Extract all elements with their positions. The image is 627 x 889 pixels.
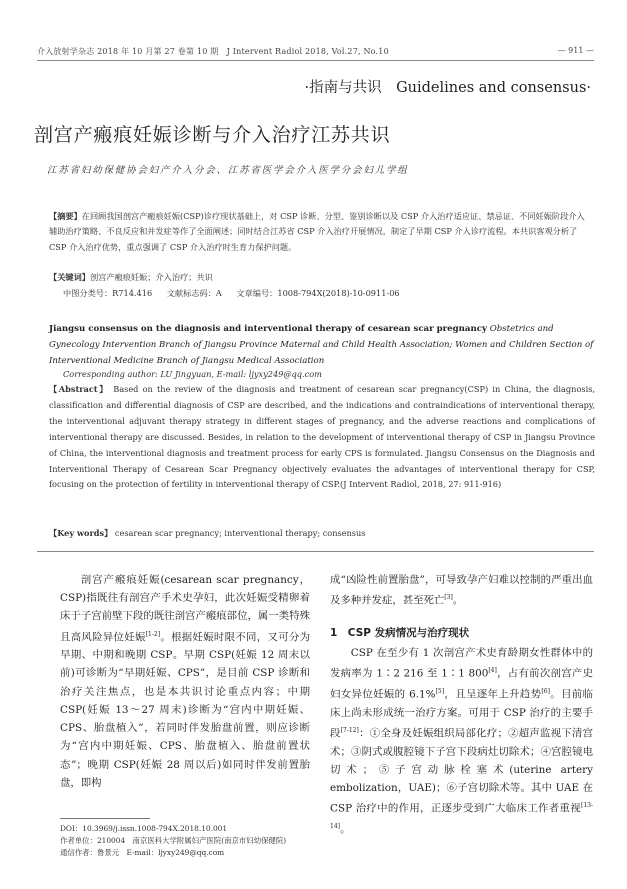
body-column-left	[60, 571, 310, 792]
english-abstract	[49, 382, 595, 493]
english-title: Jiangsu consensus on the diagnosis and interventional therapy of cesarean scar pregnancy	[49, 324, 487, 334]
corresponding-author: 通信作者：鲁景元 E-mail：ljyxy249@qq.com	[60, 848, 225, 857]
english-title-block	[49, 321, 595, 369]
article-title: 剖宫产瘢痕妊娠诊断与介入治疗江苏共识	[34, 124, 391, 146]
body-paragraph: 剖宫产瘢痕妊娠(cesarean scar pregnancy，CSP)指既往有剖宫产手术史孕妇，此次妊娠受精卵着床于子宫前壁下段的既往剖宫产瘢痕部位，属一类特殊且高风险异位妊娠[1-2]。根据妊娠时限不同，又可分为早期、中期和晚期 CSP。早期 CSP(妊娠 12 周末以前)可诊断为“早期妊娠、CPS”，是目前 CSP 诊断和治疗关注焦点，也是本共识讨论重点内容；中期 CSP(妊娠 13～27 周末)诊断为“宫内中期妊娠、CPS、胎盘植入”，若同时伴发胎盘前置，则应诊断为“宫内中期妊娠、CPS、胎盘植入、胎盘前置状态”；晚期 CSP(妊娠 28 周以后)如同时伴发前置胎盘，即构	[60, 574, 311, 789]
keywords-zh-text: 剖宫产瘢痕妊娠；介入治疗；共识	[89, 272, 213, 282]
author-groups: 江苏省妇幼保健协会妇产介入分会、江苏省医学会介入医学分会妇儿学组	[47, 165, 409, 176]
footnote	[60, 823, 310, 859]
abstract-rule	[37, 551, 594, 552]
document-code: 文献标志码：A	[166, 288, 222, 298]
section-heading: 1 CSP 发病情况与治疗现状	[330, 626, 470, 639]
citation: [5]	[435, 687, 445, 695]
body-column-right	[330, 571, 593, 838]
citation: [6]	[541, 687, 550, 695]
author-unit: 作者单位：210004 南京医科大学附属妇产医院(南京市妇幼保健院)	[60, 836, 287, 845]
citation: [4]	[488, 667, 497, 675]
english-keywords-label: 【Key words】	[49, 528, 113, 538]
english-keywords-text: cesarean scar pregnancy; interventional therapy; consensus	[114, 528, 366, 538]
running-header-journal: 介入放射学杂志 2018 年 10 月第 27 卷第 10 期 J Intervent Radiol 2018, Vol.27, No.10	[37, 47, 389, 56]
english-abstract-label: 【Abstract】	[49, 384, 110, 394]
citation: [3]	[444, 594, 453, 602]
body-paragraph: CSP 在至少有 1 次剖宫产术史育龄期女性群体中的发病率为 1∶2 216 至 1∶1 800[4]，占有前次剖宫产史妇女异位妊娠的 6.1%[5]，且呈逐年上升趋势[6]。目前临床上尚未形成统一治疗方案。可用于 CSP 治疗的主要手段[7-12]：①全身及妊娠组织局部化疗；②超声监视下清宫术；③阴式或腹腔镜下子宫下段病灶切除术；④宫腔镜电切术；⑤子宫动脉栓塞术(uterine artery embolization，UAE)；⑥子宫切除术等。其中 UAE 在 CSP 治疗中的作用，正逐步受到广大临床工作者重视[13-14]。	[330, 647, 594, 836]
citation: [7-12]	[340, 726, 359, 734]
page-number: — 911 —	[557, 46, 594, 55]
abstract-zh	[49, 209, 591, 255]
abstract-zh-text: 在回顾我国剖宫产瘢痕妊娠(CSP)诊疗现状基础上，对 CSP 诊断、分型、鉴别诊断以及 CSP 介入治疗适应证、禁忌证、不同妊娠阶段介入辅助治疗策略、不良反应和并发症等作了全面阐述；同时结合江苏省 CSP 介入治疗开展情况，制定了早期 CSP 介入诊疗流程。本共识客观分析了 CSP 介入治疗优势，重点强调了 CSP 介入治疗时生育力保护问题。	[49, 211, 585, 252]
article-number: 文章编号：1008-794X(2018)-10-0911-06	[236, 288, 400, 298]
clc-number: 中图分类号：R714.416	[63, 288, 153, 298]
doi: DOI：10.3969/j.issn.1008-794X.2018.10.001	[60, 824, 228, 833]
english-corresponding-author: Corresponding author: LU Jingyuan, E-mail: ljyxy249@qq.com	[63, 369, 322, 379]
english-keywords	[49, 528, 365, 539]
english-abstract-text: Based on the review of the diagnosis and treatment of cesarean scar pregnancy(CSP) in China, the diagnosis, classification and differential diagnosis of CSP are described, and the indications and contraindications of interventional therapy, the interventional adjuvant therapy strategy in different stages of pregnancy, and the adverse reactions and complications of interventional therapy are discussed. Besides, in relation to the development of interventional therapy of CSP in Jiangsu Province of China, the interventional diagnosis and treatment process for early CPS is formulated. Jiangsu Consensus on the Diagnosis and Interventional Therapy of Cesarean Scar Pregnancy objectively evaluates the advantages of interventional therapy for CSP, focusing on the protection of fertility in interventional therapy of CSP.(J Intervent Radiol, 2018, 27: 911-916)	[49, 384, 595, 490]
body-paragraph: 成“凶险性前置胎盘”，可导致孕产妇难以控制的严重出血及多种并发症，甚至死亡[3]。	[330, 574, 593, 607]
header-rule	[37, 60, 594, 61]
citation: [13-14]	[330, 802, 593, 830]
classification-line	[63, 288, 412, 299]
section-tag: ·指南与共识 Guidelines and consensus·	[304, 80, 591, 96]
english-affiliation: Obstetrics and Gynecology Intervention Branch of Jiangsu Province Maternal and Child Health Association; Women and Children Section of Interventional Medicine Branch of Jiangsu Medical Association	[49, 324, 594, 366]
citation: [1-2]	[145, 630, 161, 638]
footnote-rule	[60, 818, 150, 819]
keywords-zh	[49, 272, 213, 283]
abstract-zh-label: 【摘要】	[49, 211, 82, 221]
keywords-zh-label: 【关键词】	[49, 272, 90, 282]
